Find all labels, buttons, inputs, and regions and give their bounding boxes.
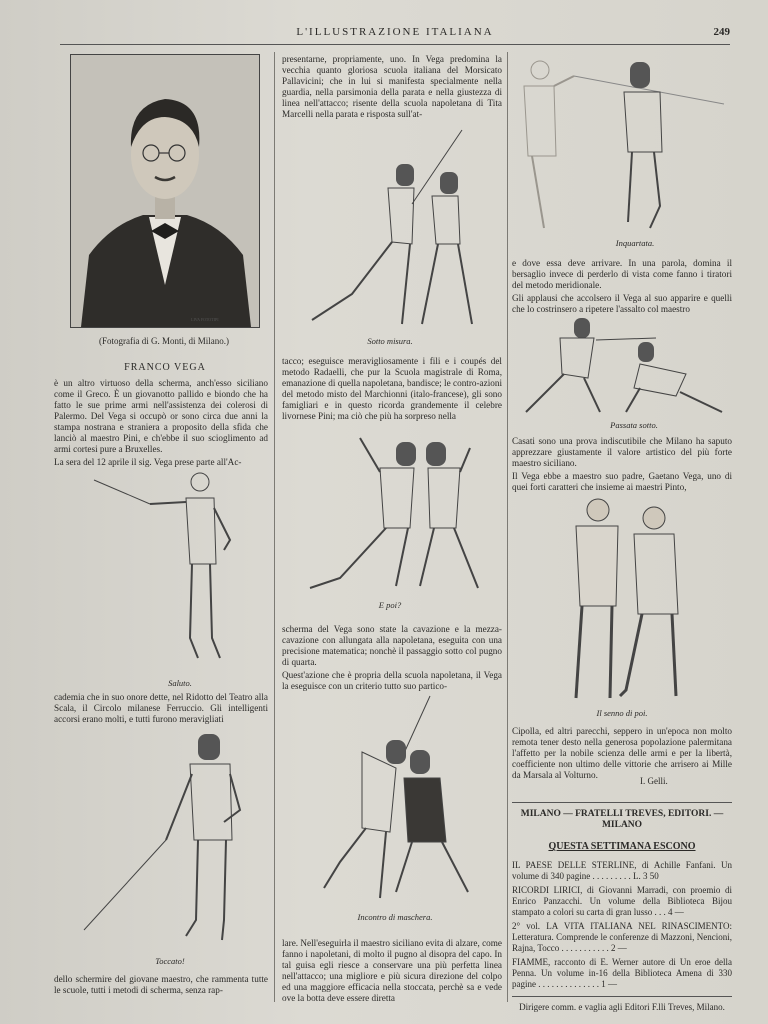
col2-text-top <box>282 54 502 122</box>
paragraph: Il Vega ebbe a maestro suo padre, Gaetano Vega, uno di quei forti caratteri che insieme ai maestri Pinto, <box>512 471 732 492</box>
advert-item: RICORDI LIRICI, di Giovanni Marradi, con proemio di Enrico Panzacchi. Un volume della Biblioteca Bijou stampato a colori su carta di gran lusso . . . 4 — <box>512 885 732 917</box>
article-heading: FRANCO VEGA <box>124 362 206 373</box>
paragraph: scherma del Vega sono state la cavazione e la mezza-cavazione con allungata alla napoletana, eseguita con una precisione matematica; nonchè il passaggio sotto col pugno di quarta. <box>282 624 502 667</box>
col3-text-b <box>512 436 732 495</box>
caption-saluto: Saluto. <box>168 678 192 688</box>
paragraph: dello schermire del giovane maestro, che rammenta tutte le scuole, tutti i metodi di scherma, senza rap- <box>54 974 268 995</box>
caption-sotto-misura: Sotto misura. <box>367 336 413 346</box>
paragraph: Cipolla, ed altri parecchi, seppero in un'epoca non molto remota tener desto nella generosa popolazione palermitana l'affetto per la nobile scienza delle armi e per la libertà, coefficiente non ultimo delle vittorie che arrisero ai Mille da Marsala al Volturno. <box>512 726 732 780</box>
caption-passata-sotto: Passata sotto. <box>610 420 658 430</box>
col1-text-end <box>54 974 268 998</box>
col3-text-a <box>512 258 732 317</box>
col1-text-top <box>54 378 268 470</box>
advert-item: FIAMME, racconto di E. Werner autore di Un eroe della Penna. Un volume in-16 della Biblioteca Amena di 330 pagine . . . . . . . . . . . . . . 1 — <box>512 957 732 989</box>
paragraph: e dove essa deve arrivare. In una parola, domina il bersaglio invece di perderlo di vista come fanno i tiratori del metodo meridionale. <box>512 258 732 290</box>
advert-item: IL PAESE DELLE STERLINE, di Achille Fanfani. Un volume di 340 pagine . . . . . . . . . L. 3 50 <box>512 860 732 881</box>
portrait-illustration <box>71 55 259 327</box>
col2-text-end <box>282 938 502 1006</box>
col2-text-mid1 <box>282 356 502 424</box>
publisher-advert <box>512 802 732 1013</box>
page-header <box>60 24 730 45</box>
caption-inquartata: Inquartata. <box>615 238 655 248</box>
fencers-passata-sotto-drawing <box>516 312 728 420</box>
fencers-e-poi-drawing <box>300 428 496 598</box>
two-men-standing-drawing <box>546 494 706 706</box>
advert-headline: QUESTA SETTIMANA ESCONO <box>548 841 696 852</box>
figure-incontro <box>300 692 496 906</box>
advert-item: 2° vol. LA VITA ITALIANA NEL RINASCIMENTO: Letteratura. Comprende le conferenze di Mazzoni, Nencioni, Rajna, Tocco . . . . . . . . . . . 2 — <box>512 921 732 953</box>
col2-text-mid2 <box>282 624 502 694</box>
paragraph: cademia che in suo onore dette, nel Ridotto del Teatro alla Scala, il Circolo milanese Ferruccio. Gli intelligenti accorsi erano molti, e tutti furono meravigliati <box>54 692 268 724</box>
figure-sotto-misura <box>292 124 492 334</box>
figure-e-poi <box>300 428 496 598</box>
figure-passata-sotto <box>516 312 728 420</box>
page-number: 249 <box>713 26 730 38</box>
portrait-caption: (Fotografia di G. Monti, di Milano.) <box>99 336 229 346</box>
figure-senno-di-poi <box>546 494 706 706</box>
fencer-toccato-drawing <box>80 730 250 950</box>
paragraph: presentarne, propriamente, uno. In Vega predomina la vecchia quanto gloriosa scuola italiana del Morsicato Pallavicini; che in lui si manifesta specialmente nella guardia, nella parsimonia della parata e nella giustezza di linea nell'attacco; risente della scuola napoletana di Tita Marcelli nella parata e risposta sull'at- <box>282 54 502 119</box>
paragraph: La sera del 12 aprile il sig. Vega prese parte all'Ac- <box>54 457 242 467</box>
engraver-mark: LIVA FOTOTIPI <box>191 317 219 322</box>
column-rule-left <box>274 52 275 1002</box>
paragraph: Quest'azione che è propria della scuola napoletana, il Vega la eseguisce con un criterio tutto suo partico- <box>282 670 502 691</box>
caption-e-poi: E poi? <box>378 600 402 610</box>
caption-incontro: Incontro di maschera. <box>357 912 433 922</box>
paragraph: è un altro virtuoso della scherma, anch'esso siciliano come il Greco. È un giovanotto pallido e biondo che ha fatto le sue prime armi nell'assistenza dei colerosi di Palermo. Del Vega si occupò or sono circa due anni la stampa nostrana e straniera a proposito della sfida che lanciò al maestro Pini, e ch'ebbe il suo scioglimento ad armi cortesi pure a Bruxelles. <box>54 378 268 454</box>
article-signature: I. Gelli. <box>640 776 668 786</box>
publication-title: L'ILLUSTRAZIONE ITALIANA <box>296 26 494 38</box>
paragraph: lare. Nell'eseguirla il maestro siciliano evita di alzare, come fanno i napoletani, di molto il pugno al disopra del capo. In tal guisa egli riesce a conservare una più perfetta linea nell'attacco; una migliore e più sicura direzione del colpo ed una maggiore efficacia nella stoccata, perchè sa e vede ove la botta deve essere diretta <box>282 938 502 1003</box>
advert-footer: Dirigere comm. e vaglia agli Editori F.lli Treves, Milano. <box>512 996 732 1013</box>
portrait-photo <box>70 54 260 328</box>
paragraph: Casati sono una prova indiscutibile che Milano ha saputo apprezzare giustamente il valore artistico del più forte maestro siciliano. <box>512 436 732 468</box>
fencers-incontro-drawing <box>300 692 496 906</box>
col3-text-c <box>512 726 732 783</box>
advert-publisher: MILANO — FRATELLI TREVES, EDITORI. — MILANO <box>512 802 732 831</box>
fencers-sotto-misura-drawing <box>292 124 492 334</box>
fencer-saluto-drawing <box>90 468 260 668</box>
fencers-inquartata-drawing <box>514 56 728 236</box>
paragraph: Gli applausi che accolsero il Vega al suo apparire e quelli che lo costrinsero a ripetere l'assalto col maestro <box>512 293 732 314</box>
col1-text-mid <box>54 692 268 727</box>
paragraph: tacco; eseguisce meravigliosamente i fili e i coupés del metodo Radaelli, che pur la Scuola magistrale di Roma, emanazione di quella napoletana, bandisce; le contro-azioni del metodo misto del Marchionni (italo-francese), gli sono famigliari e in questo ricorda grandemente il celebre livornese Pini; ma ciò che più ha sorpreso nella <box>282 356 502 421</box>
caption-senno-di-poi: Il senno di poi. <box>596 708 648 718</box>
figure-saluto <box>90 468 260 668</box>
figure-toccato <box>80 730 250 950</box>
figure-inquartata <box>514 56 728 236</box>
caption-toccato: Toccato! <box>155 956 185 966</box>
column-rule-right <box>507 52 508 1002</box>
